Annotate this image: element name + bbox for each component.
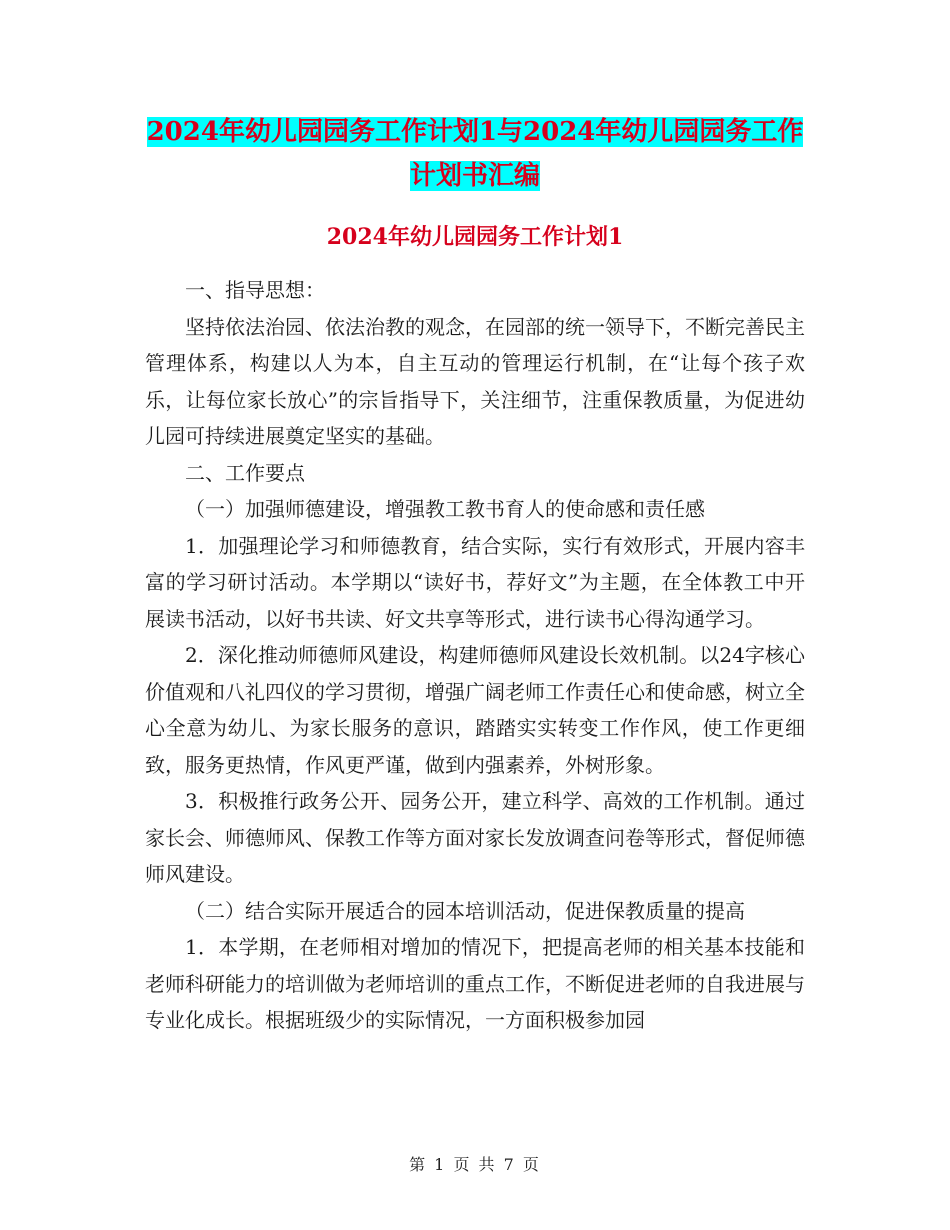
heading-guiding-thought: 一、指导思想： [185,278,325,302]
document-title-text: 2024年幼儿园园务工作计划1与2024年幼儿园园务工作计划书汇编 [146,117,804,191]
paragraph: 1．加强理论学习和师德教育，结合实际，实行有效形式，开展内容丰富的学习研讨活动。本学期以“读好书，荐好文”为主题，在全体教工中开展读书活动，以好书共读、好文共享等形式，进行读书心得沟通学习。 [145,533,805,631]
document-title [145,110,805,198]
paragraph: 3．积极推行政务公开、园务公开，建立科学、高效的工作机制。通过家长会、师德师风、保教工作等方面对家长发放调查问卷等形式，督促师德师风建设。 [145,789,805,886]
sub-heading: （二）结合实际开展适合的园本培训活动，促进保教质量的提高 [185,898,745,923]
page-footer: 第 1 页 共 7 页 [409,1155,541,1174]
paragraph: 坚持依法治园、依法治教的观念，在园部的统一领导下，不断完善民主管理体系，构建以人为本，自主互动的管理运行机制，在“让每个孩子欢乐，让每位家长放心”的宗旨指导下，关注细节，注重保教质量，为促进幼儿园可持续进展奠定坚实的基础。 [145,314,805,448]
paragraph: 1．本学期，在老师相对增加的情况下，把提高老师的相关基本技能和老师科研能力的培训做为老师培训的重点工作，不断促进老师的自我进展与专业化成长。根据班级少的实际情况，一方面积极参加园 [145,935,805,1032]
section-title: 2024年幼儿园园务工作计划1 [326,224,624,250]
sub-heading: （一）加强师德建设，增强教工教书育人的使命感和责任感 [185,497,705,521]
heading-work-points: 二、工作要点 [185,460,305,485]
paragraph: 2．深化推动师德师风建设，构建师德师风建设长效机制。以24字核心价值观和八礼四仪的学习贯彻，增强广阔老师工作责任心和使命感，树立全心全意为幼儿、为家长服务的意识，踏踏实实转变工作作风，使工作更细致，服务更热情，作风更严谨，做到内强素养，外树形象。 [145,643,805,777]
document-body [145,272,805,1039]
